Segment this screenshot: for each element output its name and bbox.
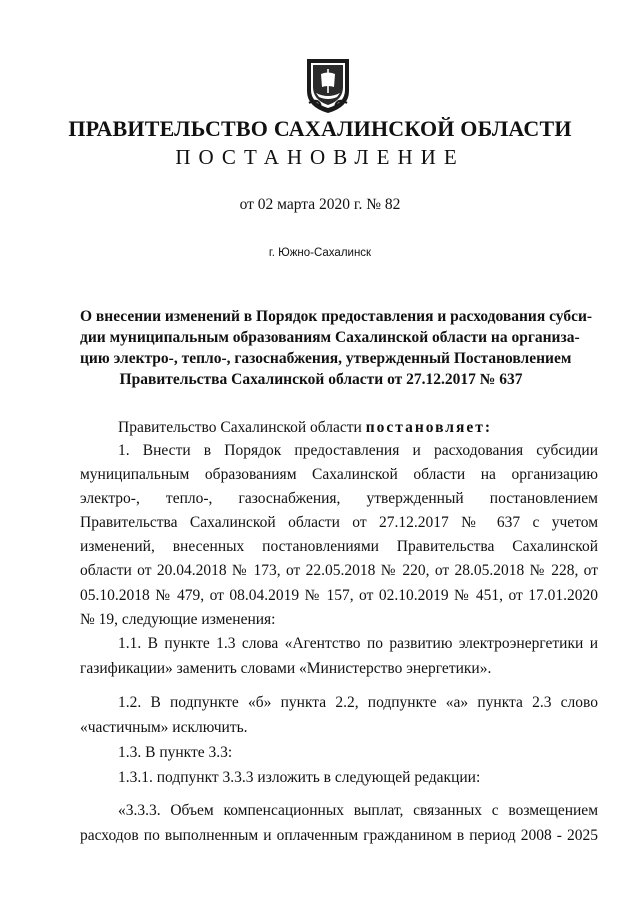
title-line: дии муниципальным образованиям Сахалинской области на организа-: [80, 329, 580, 346]
paragraph-line: расходов по выполненным и оплаченным гражданином в период 2008 - 2025: [80, 827, 598, 844]
intro-prefix: Правительство Сахалинской области: [118, 419, 362, 436]
intro-paragraph: [118, 418, 598, 438]
paragraph-line: Правительства Сахалинской области от 27.12.2017 № 637 с учетом: [80, 514, 598, 531]
document-type: ПОСТАНОВЛЕНИЕ: [175, 145, 465, 169]
coat-of-arms-icon: [303, 57, 353, 115]
paragraph-line: «3.3.3. Объем компенсационных выплат, связанных с возмещением: [118, 802, 598, 819]
organization-name: ПРАВИТЕЛЬСТВО САХАЛИНСКОЙ ОБЛАСТИ: [68, 116, 572, 141]
title-line: Правительства Сахалинской области от 27.12.2017 № 637: [119, 371, 523, 388]
paragraph-line: области от 20.04.2018 № 173, от 22.05.2018 № 220, от 28.05.2018 № 228, от: [80, 562, 598, 579]
paragraph-line: «частичным» исключить.: [80, 719, 248, 736]
document-date: от 02 марта 2020 г. № 82: [239, 196, 401, 213]
document-city: г. Южно-Сахалинск: [268, 247, 372, 259]
title-line: цию электро-, тепло-, газоснабжения, утвержденный Постановлением: [80, 350, 572, 367]
intro-keyword: постановляет:: [365, 419, 493, 436]
paragraph-line: муниципальным образованиям Сахалинской области на организацию: [80, 466, 598, 483]
document-title: [80, 306, 593, 390]
paragraph-line: газификации» заменить словами «Министерство энергетики».: [80, 660, 492, 677]
paragraph-line: изменений, внесенных постановлениями Правительства Сахалинской: [80, 538, 598, 555]
paragraph-line: 1.3. В пункте 3.3:: [118, 744, 233, 761]
paragraph-line: 05.10.2018 № 479, от 08.04.2019 № 157, от 02.10.2019 № 451, от 17.01.2020: [80, 587, 598, 604]
paragraph-line: электро-, тепло-, газоснабжения, утвержденный постановлением: [80, 490, 598, 507]
paragraph-line: 1.1. В пункте 1.3 слова «Агентство по развитию электроэнергетики и: [118, 635, 598, 652]
paragraph-line: 1. Внести в Порядок предоставления и расходования субсидии: [118, 442, 598, 459]
paragraph-line: № 19, следующие изменения:: [80, 611, 276, 628]
paragraph-line: 1.3.1. подпункт 3.3.3 изложить в следующей редакции:: [118, 769, 481, 786]
paragraph-line: 1.2. В подпункте «б» пункта 2.2, подпункте «а» пункта 2.3 слово: [118, 694, 598, 711]
title-line: О внесении изменений в Порядок предоставления и расходования субси-: [80, 308, 593, 325]
